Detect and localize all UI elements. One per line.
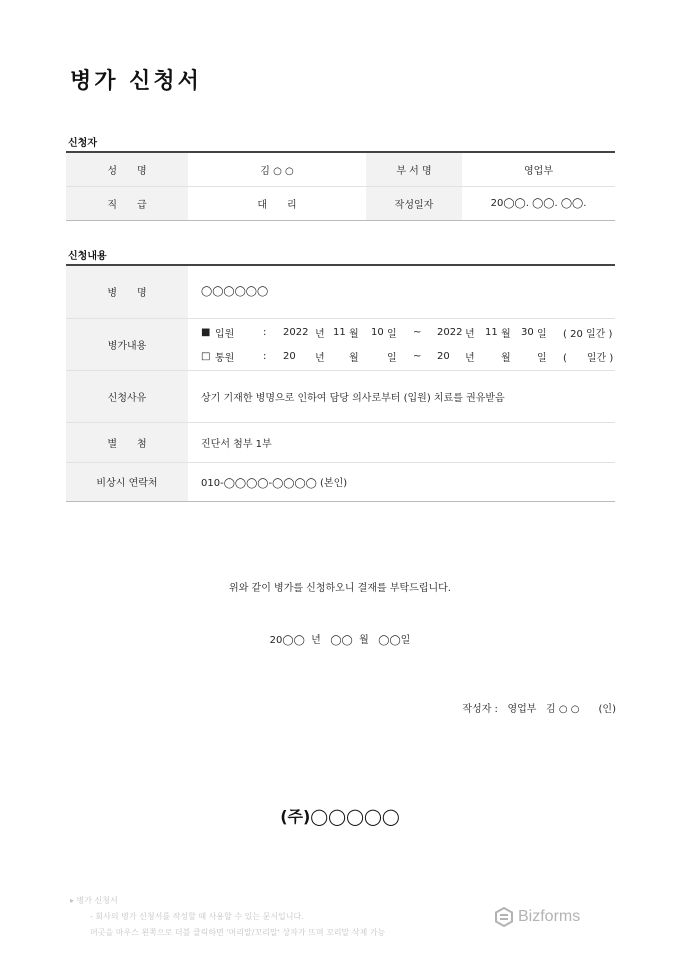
contact-label: 비상시 연락처 bbox=[66, 462, 188, 501]
closing-date[interactable]: 20◯◯ 년 ◯◯ 월 ◯◯일 bbox=[269, 635, 411, 646]
page-title: 병가 신청서 bbox=[70, 69, 202, 94]
day-unit: 일 bbox=[537, 328, 547, 340]
table-row bbox=[66, 462, 615, 501]
inpatient-start-year[interactable]: 2022 bbox=[283, 326, 309, 338]
tilde: ~ bbox=[413, 326, 422, 338]
company-name: (주)◯◯◯◯◯ bbox=[280, 807, 400, 826]
writer-label: 작성자 : bbox=[462, 704, 498, 715]
rank-label: 직 급 bbox=[66, 187, 188, 221]
year-unit: 년 bbox=[465, 352, 475, 364]
day-unit: 일 bbox=[387, 352, 397, 364]
outpatient-type: 통원 bbox=[215, 352, 235, 364]
footer-doc-name: ▸ 병가 신청서 bbox=[70, 896, 118, 905]
outpatient-checkbox[interactable]: □ bbox=[201, 350, 211, 362]
outpatient-end-year[interactable]: 20 bbox=[437, 350, 450, 362]
request-table bbox=[66, 264, 615, 502]
reason-label: 신청사유 bbox=[66, 370, 188, 422]
seal: (인) bbox=[598, 704, 616, 715]
month-unit: 월 bbox=[349, 328, 359, 340]
date-label: 작성일자 bbox=[366, 187, 462, 221]
month-unit: 월 bbox=[501, 328, 511, 340]
month-unit: 월 bbox=[349, 352, 359, 364]
inpatient-duration[interactable]: ( 20 일간 ) bbox=[563, 328, 613, 340]
applicant-table bbox=[66, 151, 615, 221]
footer-hint: 머곳을 마우스 왼쪽으로 더블 클릭하면 '머리말/꼬리말' 상자가 뜨며 꼬리말 삭제 가능 bbox=[90, 928, 386, 937]
day-unit: 일 bbox=[387, 328, 397, 340]
inpatient-checkbox[interactable]: ■ bbox=[201, 326, 211, 338]
outpatient-duration[interactable]: ( 일간 ) bbox=[563, 352, 614, 364]
name-label: 성 명 bbox=[66, 152, 188, 187]
year-unit: 년 bbox=[315, 352, 325, 364]
footer-desc: - 회사의 병가 신청서를 작성할 때 사용할 수 있는 문서입니다. bbox=[90, 912, 304, 921]
content-label: 병가내용 bbox=[66, 318, 188, 370]
date-value[interactable]: 20◯◯. ◯◯. ◯◯. bbox=[462, 187, 615, 221]
attach-value[interactable]: 진단서 첨부 1부 bbox=[188, 422, 615, 462]
name-value[interactable]: 김 ○ ○ bbox=[188, 152, 366, 187]
inpatient-type: 입원 bbox=[215, 328, 235, 340]
contact-value[interactable]: 010-◯◯◯◯-◯◯◯◯ (본인) bbox=[188, 462, 615, 501]
hexagon-logo-icon bbox=[494, 907, 514, 927]
inpatient-row bbox=[201, 320, 615, 344]
outpatient-start-year[interactable]: 20 bbox=[283, 350, 296, 362]
tilde: ~ bbox=[413, 350, 422, 362]
year-unit: 년 bbox=[465, 328, 475, 340]
inpatient-start-day[interactable]: 10 bbox=[371, 326, 384, 338]
disease-value[interactable]: ◯◯◯◯◯◯ bbox=[188, 265, 615, 318]
rank-value[interactable]: 대 리 bbox=[188, 187, 366, 221]
request-statement: 위와 같이 병가를 신청하오니 결재를 부탁드립니다. bbox=[229, 583, 451, 594]
dept-value[interactable]: 영업부 bbox=[462, 152, 615, 187]
writer-dept[interactable]: 영업부 bbox=[507, 704, 537, 715]
dept-label: 부 서 명 bbox=[366, 152, 462, 187]
period-cell bbox=[188, 318, 615, 370]
inpatient-end-day[interactable]: 30 bbox=[521, 326, 534, 338]
table-row bbox=[66, 422, 615, 462]
table-row bbox=[66, 265, 615, 318]
table-row bbox=[66, 370, 615, 422]
brand-text: Bizforms bbox=[518, 908, 581, 925]
writer-name[interactable]: 김 ○ ○ bbox=[545, 704, 580, 715]
inpatient-start-month[interactable]: 11 bbox=[333, 326, 346, 338]
attach-label: 별 첨 bbox=[66, 422, 188, 462]
outpatient-row bbox=[201, 344, 615, 368]
month-unit: 월 bbox=[501, 352, 511, 364]
writer-line bbox=[462, 700, 616, 715]
table-row bbox=[66, 318, 615, 370]
disease-label: 병 명 bbox=[66, 265, 188, 318]
day-unit: 일 bbox=[537, 352, 547, 364]
outpatient-colon: : bbox=[263, 350, 267, 362]
inpatient-colon: : bbox=[263, 326, 267, 338]
reason-value[interactable]: 상기 기재한 병명으로 인하여 담당 의사로부터 (입원) 치료를 권유받음 bbox=[188, 370, 615, 422]
request-section-label: 신청내용 bbox=[68, 251, 107, 262]
inpatient-end-month[interactable]: 11 bbox=[485, 326, 498, 338]
table-row bbox=[66, 152, 615, 187]
inpatient-end-year[interactable]: 2022 bbox=[437, 326, 463, 338]
year-unit: 년 bbox=[315, 328, 325, 340]
table-row bbox=[66, 187, 615, 221]
footer-notes bbox=[70, 893, 385, 941]
brand-logo bbox=[494, 907, 580, 927]
applicant-section-label: 신청자 bbox=[68, 138, 97, 149]
